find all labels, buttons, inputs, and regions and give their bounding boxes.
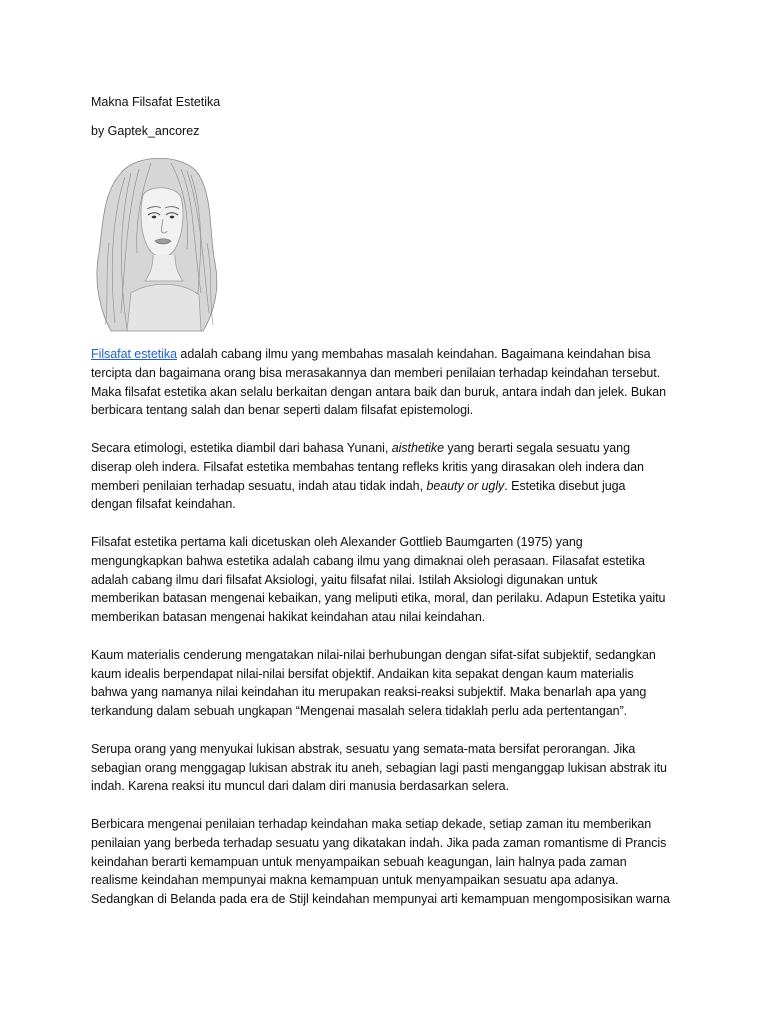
paragraph-5-line: indah. Karena reaksi itu muncul dari dalam diri manusia berdasarkan selera. (91, 779, 509, 794)
paragraph-3-line: adalah cabang ilmu dari filsafat Aksiologi, yaitu filsafat nilai. Istilah Aksiologi digunakan untuk (91, 572, 598, 587)
paragraph-2-line-3 (91, 477, 691, 496)
paragraph-6-line: keindahan berarti kemampuan untuk menyampaikan sebuah keagungan, lain halnya pada zaman (91, 854, 627, 869)
aisthetike-term: aisthetike (391, 440, 444, 455)
paragraph-6-line: Sedangkan di Belanda pada era de Stijl keindahan mempunyai arti kemampuan mengomposisikan warna (91, 892, 670, 907)
paragraph-2-line-1-b: yang berarti segala sesuatu yang (444, 440, 630, 455)
paragraph-1 (91, 345, 691, 420)
paragraph-1-line-2: tercipta dan bagaimana orang bisa merasakannya dan memberi penilaian terhadap keindahan tersebut. (91, 365, 661, 380)
paragraph-5-line: sebagian orang menggagap lukisan abstrak itu aneh, sebagian lagi pasti menganggap lukisan abstrak itu (91, 760, 667, 775)
paragraph-2-line-4: dengan filsafat keindahan. (91, 497, 236, 512)
portrait-sketch-image (91, 153, 225, 333)
paragraph-1-line-1-text: adalah cabang ilmu yang membahas masalah keindahan. Bagaimana keindahan bisa (177, 347, 651, 361)
paragraph-3-line: Filsafat estetika pertama kali dicetuskan oleh Alexander Gottlieb Baumgarten (1975) yang (91, 534, 583, 549)
paragraph-2 (91, 439, 691, 514)
paragraph-6 (91, 815, 691, 909)
paragraph-5-line: Serupa orang yang menyukai lukisan abstrak, sesuatu yang semata-mata bersifat perorangan. Jika (91, 741, 636, 756)
document-page (91, 94, 691, 928)
paragraph-2-line-3-b: . Estetika disebut juga (504, 478, 626, 493)
paragraph-4 (91, 646, 691, 721)
paragraph-4-line: bahwa yang namanya nilai keindahan itu merupakan reaksi-reaksi subjektif. Maka benarlah apa yang (91, 685, 647, 700)
beauty-or-ugly-term: beauty or ugly (426, 478, 505, 493)
paragraph-2-line-1 (91, 439, 691, 458)
paragraph-3-line: memberikan batasan mengenai hakikat keindahan atau nilai keindahan. (91, 610, 486, 625)
paragraph-3-line: memberikan batasan mengenai kebaikan, yang meliputi etika, moral, dan perilaku. Adapun Estetika yaitu (91, 591, 666, 606)
filsafat-estetika-link[interactable]: Filsafat estetika (91, 347, 177, 361)
paragraph-4-line: Kaum materialis cenderung mengatakan nilai-nilai berhubungan dengan sifat-sifat subjektif, sedangkan (91, 647, 656, 662)
paragraph-3 (91, 533, 691, 627)
paragraph-6-line: realisme keindahan mempunyai makna kemampuan untuk menyampaikan sesuatu apa adanya. (91, 873, 619, 888)
paragraph-3-line: mengungkapkan bahwa estetika adalah cabang ilmu yang dimaknai oleh perasaan. Filasafat estetika (91, 553, 645, 568)
paragraph-2-line-3-a: memberi penilaian terhadap sesuatu, indah atau tidak indah, (91, 478, 427, 493)
document-title: Makna Filsafat Estetika (91, 95, 221, 109)
paragraph-6-line: penilaian yang berbeda terhadap sesuatu yang dikatakan indah. Jika pada zaman romantisme di Prancis (91, 835, 667, 850)
paragraph-1-line-3: Maka filsafat estetika akan selalu berkaitan dengan antara baik dan buruk, antara indah dan jelek. Bukan (91, 384, 667, 399)
paragraph-1-line-1 (91, 345, 691, 364)
paragraph-5 (91, 740, 691, 796)
paragraph-4-line: kaum idealis berpendapat nilai-nilai bersifat objektif. Andaikan kita sepakat dengan kaum materialis (91, 666, 634, 681)
paragraph-6-line: Berbicara mengenai penilaian terhadap keindahan maka setiap dekade, setiap zaman itu memberikan (91, 816, 652, 831)
paragraph-2-line-2: diserap oleh indera. Filsafat estetika membahas tentang refleks kritis yang dirasakan oleh indera dan (91, 459, 644, 474)
paragraph-1-line-4: berbicara tentang salah dan benar seperti dalam filsafat epistemologi. (91, 403, 474, 418)
paragraph-2-line-1-a: Secara etimologi, estetika diambil dari bahasa Yunani, (91, 440, 392, 455)
paragraph-4-line: terkandung dalam sebuah ungkapan “Mengenai masalah selera tidaklah perlu ada pertentangan”. (91, 704, 628, 719)
author-byline: by Gaptek_ancorez (91, 124, 200, 138)
